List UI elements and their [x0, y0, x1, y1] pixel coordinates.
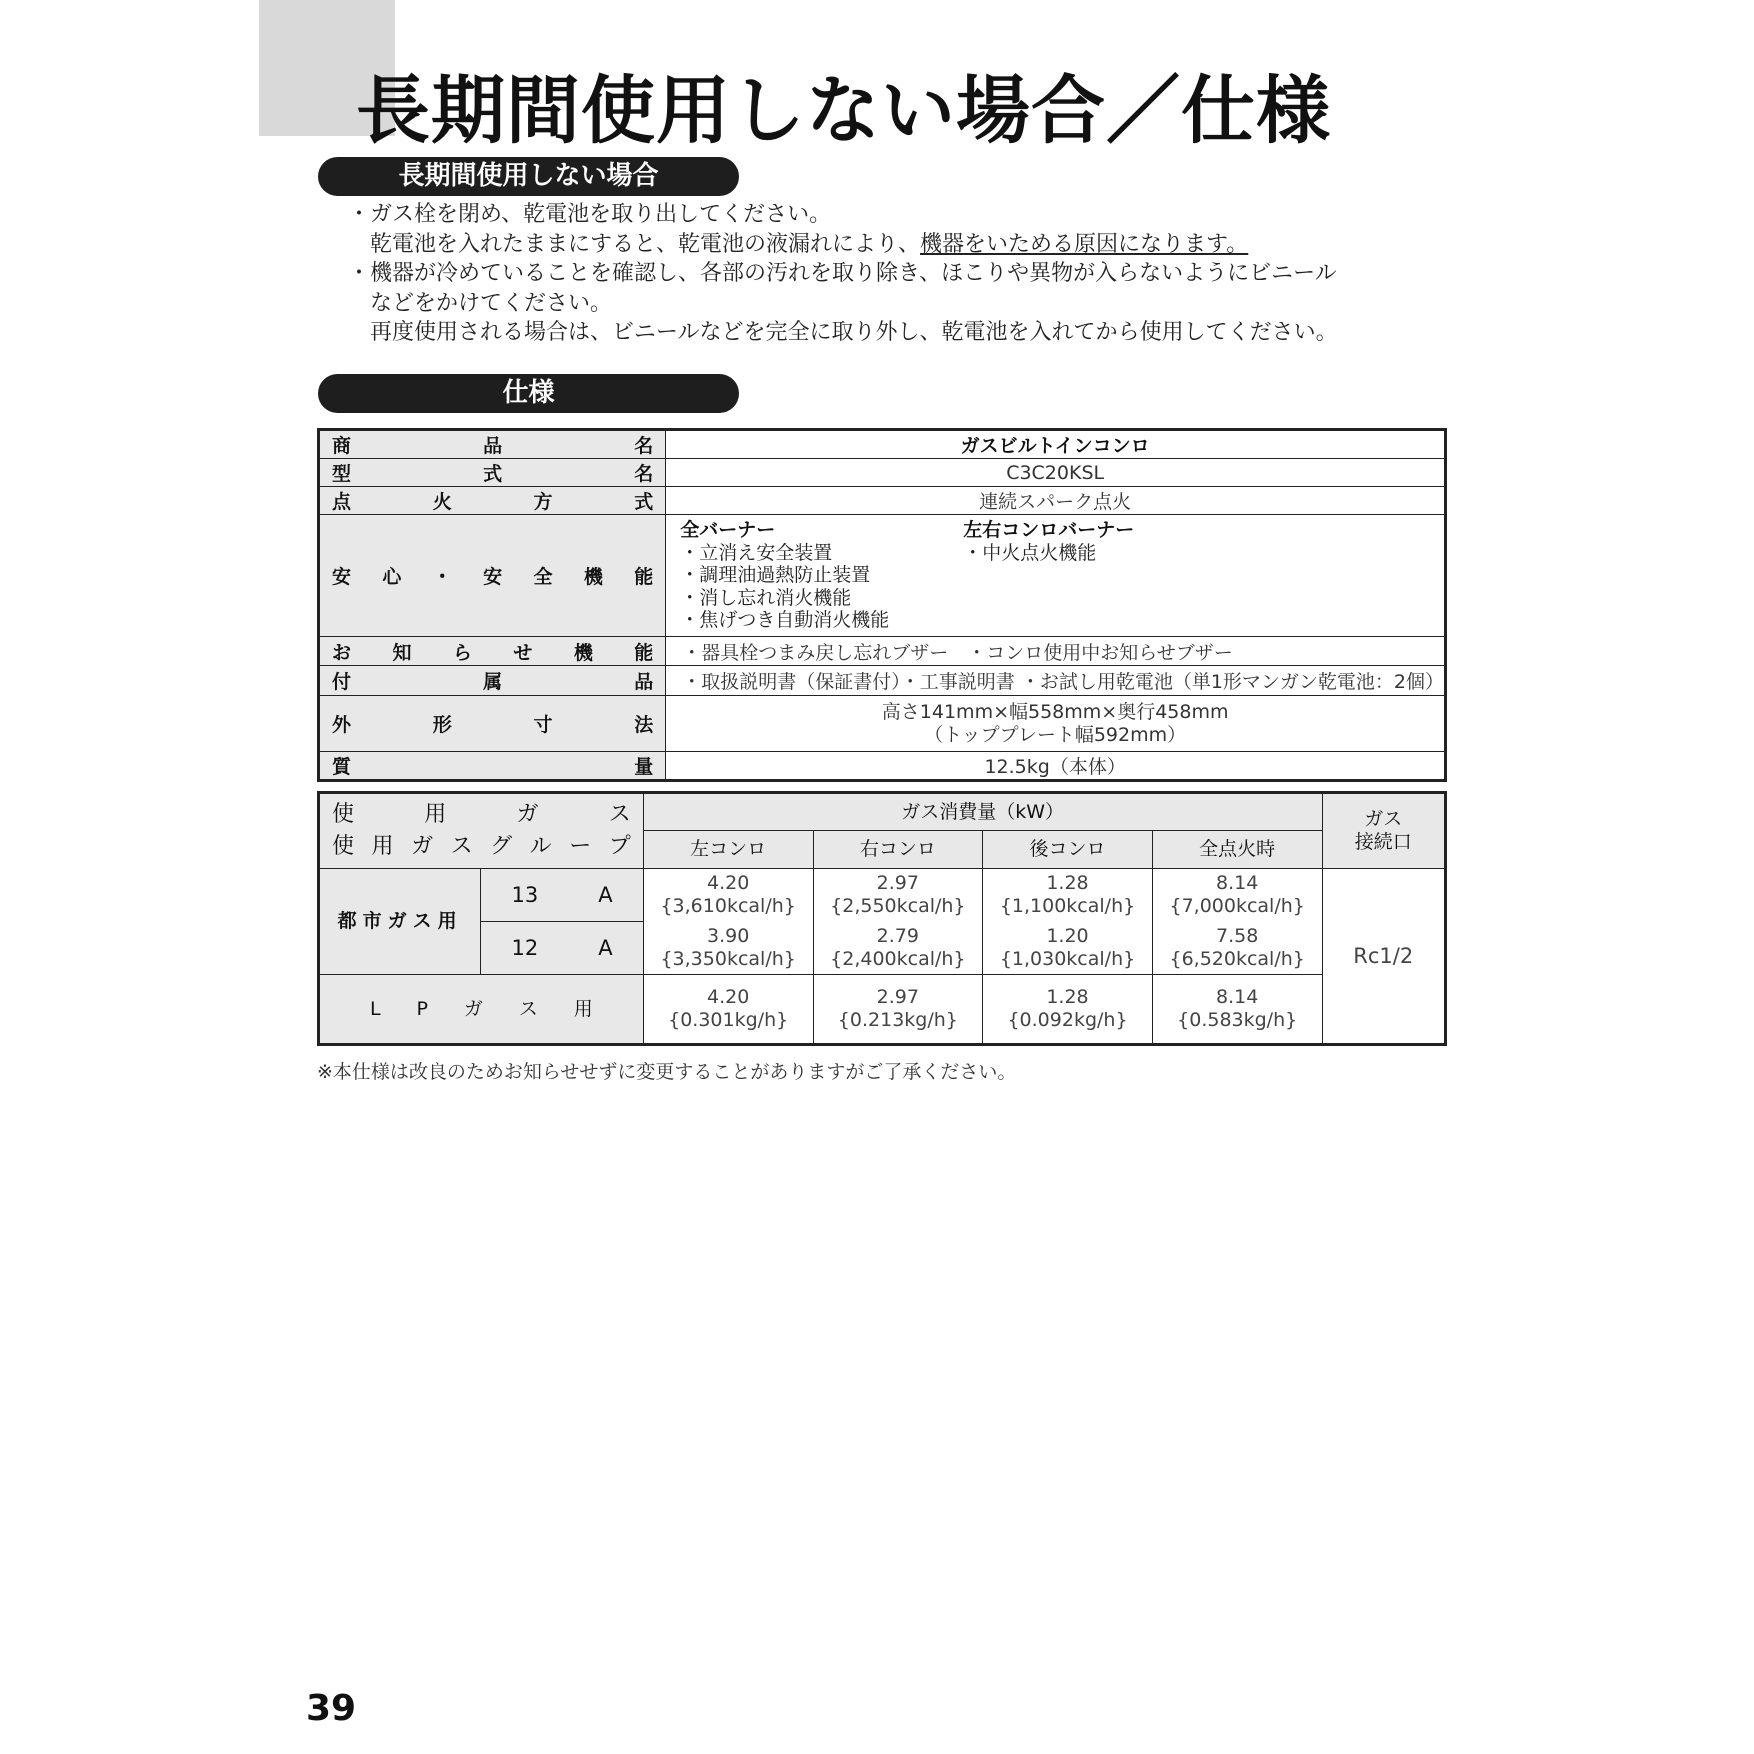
- gas-group-number: 12: [511, 935, 539, 960]
- page-number: 39: [306, 1688, 357, 1729]
- note-line: 再度使用される場合は、ビニールなどを完全に取り外し、乾電池を入れてから使用してください。: [370, 320, 1338, 345]
- safety-item: ・中火点火機能: [963, 541, 1097, 564]
- dimension-line: （トッププレート幅592mm）: [924, 723, 1187, 746]
- dimension-line: 高さ141mm×幅558mm×奥行458mm: [881, 700, 1229, 723]
- spec-row-accessory: [319, 666, 1446, 696]
- gas-group-letter: A: [598, 882, 613, 907]
- spread-label: 付 属 品: [332, 671, 654, 693]
- spec-value: ・取扱説明書（保証書付）・工事説明書 ・お試し用乾電池（単1形マンガン乾電池：2個）: [666, 666, 1446, 696]
- cell-12a-all: [1152, 922, 1322, 975]
- note-text: 乾電池を入れたままにすると、乾電池の液漏れにより、: [370, 231, 921, 257]
- spread-label: 使 用 ガ ス グ ル ー プ: [332, 834, 631, 859]
- gas-row-12a: [319, 922, 1446, 975]
- safety-item: ・焦げつき自動消火機能: [680, 609, 890, 632]
- consumption-header: ガス消費量（kW）: [643, 793, 1322, 831]
- spread-label: 点 火 方 式: [332, 491, 654, 513]
- spec-label: [319, 696, 666, 752]
- kw-value: 3.90: [707, 924, 750, 947]
- spec-row-safety: [319, 515, 1446, 637]
- spec-label: [319, 752, 666, 781]
- spec-label: [319, 666, 666, 696]
- spread-label: 型 式 名: [332, 463, 654, 485]
- safety-item: ・消し忘れ消火機能: [680, 586, 852, 609]
- safety-all-burners: [680, 519, 963, 632]
- kw-value: 1.28: [1046, 986, 1089, 1008]
- spread-label: 外 形 寸 法: [332, 714, 654, 736]
- kw-value: 2.79: [876, 924, 919, 947]
- cell-12a-right: [813, 922, 983, 975]
- safety-heading: 全バーナー: [680, 519, 776, 542]
- safety-heading: 左右コンロバーナー: [963, 519, 1135, 542]
- cell-13a-all: [1152, 869, 1322, 922]
- note-line: などをかけてください。: [370, 290, 613, 316]
- kcal-value: {7,000kcal/h}: [1169, 895, 1305, 918]
- storage-notes: [348, 200, 1478, 348]
- spec-value-safety: [666, 515, 1446, 637]
- gas-consumption-table: [317, 791, 1447, 1046]
- cell-lp-rear: [983, 975, 1153, 1045]
- cell-lp-left: [643, 975, 813, 1045]
- cell-12a-rear: [983, 922, 1153, 975]
- col-right-header: 右コンロ: [813, 831, 983, 869]
- kw-value: 1.20: [1046, 924, 1089, 947]
- kw-value: 8.14: [1216, 872, 1259, 895]
- footnote: ※本仕様は改良のためお知らせせずに変更することがありますがご了承ください。: [317, 1061, 1017, 1083]
- kw-value: 2.97: [876, 986, 919, 1008]
- kcal-value: {2,550kcal/h}: [830, 895, 966, 918]
- lp-gas-label: [319, 975, 644, 1045]
- spec-label: [319, 637, 666, 666]
- kg-value: {0.213kg/h}: [837, 1009, 958, 1031]
- kw-value: 1.28: [1046, 872, 1089, 895]
- spec-value: ガスビルトインコンロ: [666, 430, 1446, 459]
- kw-value: 4.20: [707, 986, 750, 1008]
- col-all-header: 全点火時: [1152, 831, 1322, 869]
- note-warning-underlined: 機器をいためる原因になります。: [920, 231, 1249, 257]
- spread-label: 使 用 ガ ス: [332, 802, 631, 827]
- kg-value: {0.092kg/h}: [1007, 1009, 1128, 1031]
- spec-value: C3C20KSL: [666, 459, 1446, 487]
- connection-value: Rc1/2: [1322, 869, 1445, 1045]
- kw-value: 2.97: [876, 872, 919, 895]
- kg-value: {0.583kg/h}: [1177, 1009, 1298, 1031]
- spec-row-dimension: [319, 696, 1446, 752]
- spec-value: ・器具栓つまみ戻し忘れブザー ・コンロ使用中お知らせブザー: [666, 637, 1446, 666]
- note-line: [348, 230, 1478, 260]
- gas-header-row: [319, 793, 1446, 831]
- spec-value: 連続スパーク点火: [666, 487, 1446, 515]
- page-title: 長期間使用しない場合／仕様: [356, 68, 1331, 154]
- spec-row-model: [319, 459, 1446, 487]
- section-heading-storage: 長期間使用しない場合: [318, 157, 739, 196]
- col-rear-header: 後コンロ: [983, 831, 1153, 869]
- kcal-value: {1,030kcal/h}: [999, 947, 1136, 970]
- spec-value: 12.5kg（本体）: [666, 752, 1446, 781]
- spec-label: [319, 487, 666, 515]
- cell-lp-right: [813, 975, 983, 1045]
- kg-value: {0.301kg/h}: [668, 1009, 789, 1031]
- kcal-value: {3,350kcal/h}: [660, 947, 796, 970]
- safety-lr-burners: [963, 519, 1246, 632]
- connection-header-line: ガス: [1364, 808, 1403, 830]
- note-line: ・機器が冷めていることを確認し、各部の汚れを取り除き、ほこりや異物が入らないようにビニール: [348, 261, 1337, 286]
- connection-header: [1322, 793, 1445, 869]
- spec-label: [319, 430, 666, 459]
- cell-12a-left: [643, 922, 813, 975]
- kcal-value: {6,520kcal/h}: [1169, 947, 1305, 970]
- gas-type-header: [319, 793, 644, 869]
- safety-item: ・立消え安全装置: [680, 541, 833, 564]
- spread-label: お 知 ら せ 機 能: [332, 641, 654, 664]
- spec-label: [319, 459, 666, 487]
- cell-lp-all: [1152, 975, 1322, 1045]
- spec-row-weight: [319, 752, 1446, 781]
- spread-label: 質 量: [332, 756, 654, 778]
- gas-row-lp: [319, 975, 1446, 1045]
- cell-13a-right: [813, 869, 983, 922]
- kw-value: 4.20: [707, 872, 750, 895]
- spread-label: 商 品 名: [332, 435, 654, 457]
- gas-group-letter: A: [598, 935, 613, 960]
- section-heading-spec: 仕様: [318, 374, 739, 413]
- kw-value: 8.14: [1216, 986, 1259, 1008]
- spec-row-notify: [319, 637, 1446, 666]
- cell-13a-rear: [983, 869, 1153, 922]
- spec-table: [317, 428, 1447, 782]
- kcal-value: {1,100kcal/h}: [999, 895, 1136, 918]
- kw-value: 7.58: [1216, 924, 1259, 947]
- spec-row-ignition: [319, 487, 1446, 515]
- gas-group-13a: [481, 869, 644, 922]
- kcal-value: {2,400kcal/h}: [830, 947, 966, 970]
- spread-label: 安 心 ・ 安 全 機 能: [332, 566, 654, 588]
- safety-columns: [666, 515, 1444, 636]
- gas-group-number: 13: [511, 882, 539, 907]
- spread-label: L P ガ ス 用: [370, 997, 593, 1020]
- city-gas-label: 都市ガス用: [319, 869, 481, 975]
- connection-header-line: 接続口: [1354, 831, 1412, 853]
- spec-label: [319, 515, 666, 637]
- col-left-header: 左コンロ: [643, 831, 813, 869]
- gas-row-13a: [319, 869, 1446, 922]
- kcal-value: {3,610kcal/h}: [660, 895, 796, 918]
- spec-value: [666, 696, 1446, 752]
- cell-13a-left: [643, 869, 813, 922]
- spec-row-product: [319, 430, 1446, 459]
- gas-group-12a: [481, 922, 644, 975]
- note-line: ・ガス栓を閉め、乾電池を取り出してください。: [348, 202, 832, 227]
- safety-item: ・調理油過熱防止装置: [680, 564, 871, 587]
